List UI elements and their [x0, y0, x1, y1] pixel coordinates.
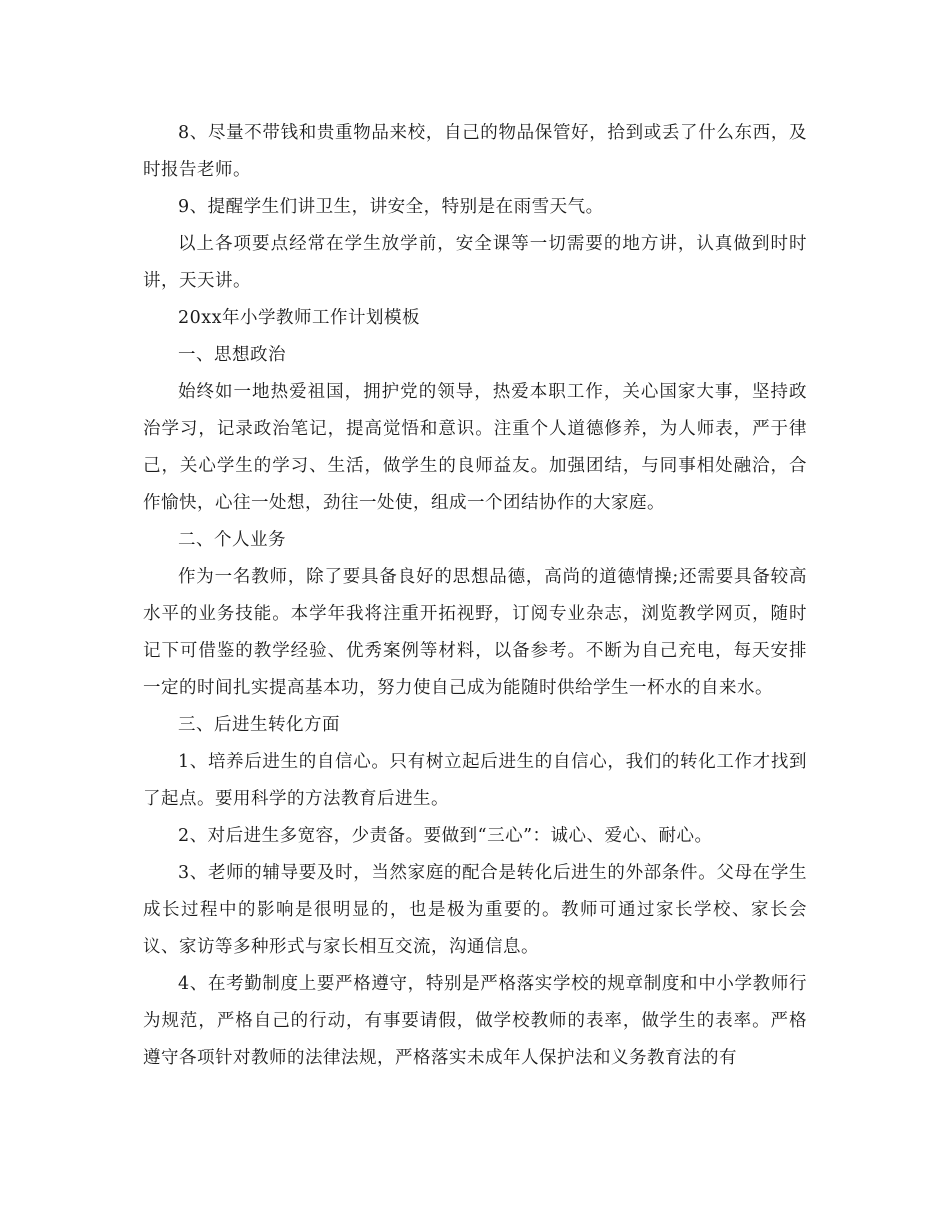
- section-heading-politics: 一、思想政治: [178, 345, 286, 365]
- paragraph-students-3: 3、老师的辅导要及时，当然家庭的配合是转化后进生的外部条件。父母在学生成长过程中的影响是很明显的，也是极为重要的。教师可通过家长学校、家长会议、家访等多种形式与家长相互交流，沟通信息。: [143, 863, 807, 957]
- paragraph-item-9: 9、提醒学生们讲卫生，讲安全，特别是在雨雪天气。: [178, 197, 604, 217]
- paragraph-students-1: 1、培养后进生的自信心。只有树立起后进生的自信心，我们的转化工作才找到了起点。要用科学的方法教育后进生。: [143, 752, 807, 809]
- paragraph-item-8: 8、尽量不带钱和贵重物品来校，自己的物品保管好，拾到或丢了什么东西，及时报告老师。: [143, 123, 807, 180]
- document-title: 20xx年小学教师工作计划模板: [178, 308, 421, 328]
- paragraph-politics: 始终如一地热爱祖国，拥护党的领导，热爱本职工作，关心国家大事，坚持政治学习，记录政治笔记，提高觉悟和意识。注重个人道德修养，为人师表，严于律己，关心学生的学习、生活，做学生的良师益友。加强团结，与同事相处融洽，合作愉快，心往一处想，劲往一处使，组成一个团结协作的大家庭。: [143, 382, 807, 513]
- section-heading-students: 三、后进生转化方面: [178, 715, 340, 735]
- paragraph-business: 作为一名教师，除了要具备良好的思想品德，高尚的道德情操;还需要具备较高水平的业务技能。本学年我将注重开拓视野，订阅专业杂志，浏览教学网页，随时记下可借鉴的教学经验、优秀案例等材料，以备参考。不断为自己充电，每天安排一定的时间扎实提高基本功，努力使自己成为能随时供给学生一杯水的自来水。: [143, 567, 807, 698]
- paragraph-students-2: 2、对后进生多宽容，少责备。要做到“三心”：诚心、爱心、耐心。: [178, 826, 713, 846]
- paragraph-summary: 以上各项要点经常在学生放学前，安全课等一切需要的地方讲，认真做到时时讲，天天讲。: [143, 234, 807, 291]
- section-heading-business: 二、个人业务: [178, 530, 286, 550]
- paragraph-students-4: 4、在考勤制度上要严格遵守，特别是严格落实学校的规章制度和中小学教师行为规范，严格自己的行动，有事要请假，做学校教师的表率，做学生的表率。严格遵守各项针对教师的法律法规，严格落实未成年人保护法和义务教育法的有: [143, 974, 807, 1068]
- document-body: [143, 115, 807, 1077]
